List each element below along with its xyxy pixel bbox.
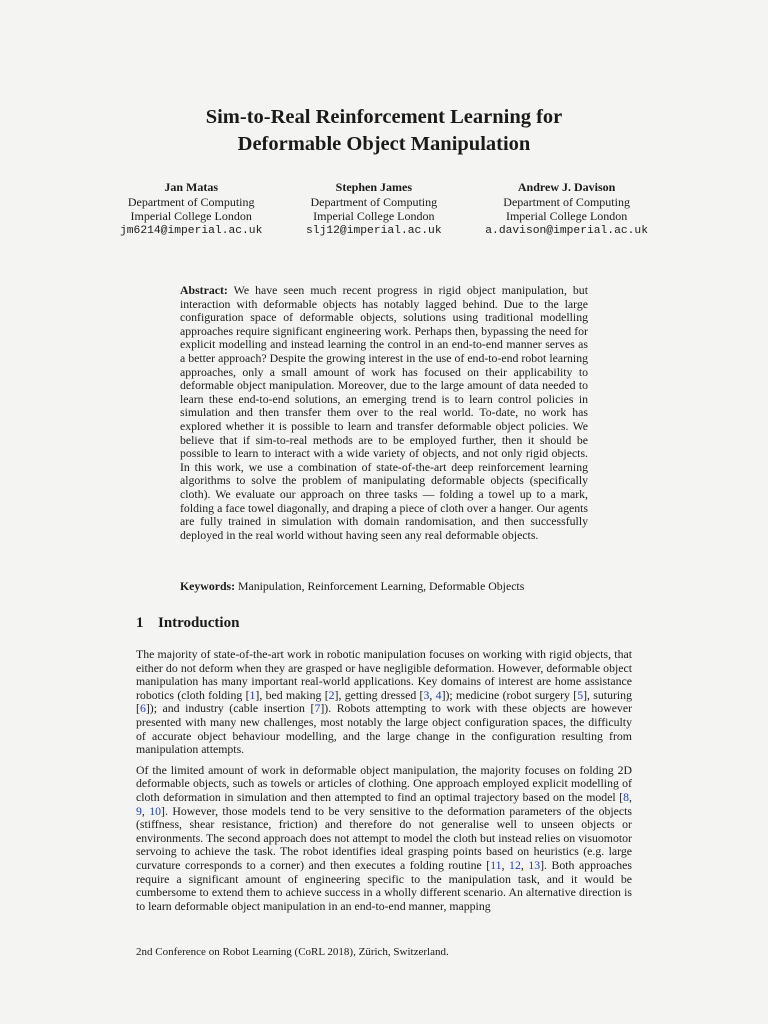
citation-link[interactable]: 8 bbox=[623, 789, 630, 804]
text-run: , bbox=[429, 687, 436, 702]
text-run: , bbox=[501, 857, 510, 872]
author-department: Department of Computing bbox=[503, 194, 630, 209]
citation-link[interactable]: 1 bbox=[249, 687, 256, 702]
intro-body bbox=[136, 648, 632, 920]
citation-link[interactable]: 3 bbox=[423, 687, 430, 702]
text-run: ], getting dressed [ bbox=[334, 687, 424, 702]
text-run: ]); and industry (cable insertion [ bbox=[145, 701, 315, 716]
author-3 bbox=[485, 180, 648, 238]
text-run: The majority of state-of-the-art work in robotic manipulation focuses on working with rigid objects, that either do not deform when they are grasped or have negligible deformation. However, deformable object manipulation has many important real-world applications. Key domains of interest are home assistance robotics (cloth folding [ bbox=[136, 647, 632, 702]
author-name: Stephen James bbox=[335, 180, 412, 194]
author-department: Department of Computing bbox=[127, 194, 255, 209]
section-title: Introduction bbox=[158, 615, 240, 631]
citation-link[interactable]: 13 bbox=[528, 857, 541, 872]
author-institution: Imperial College London bbox=[130, 209, 252, 223]
keywords bbox=[180, 579, 600, 593]
author-block bbox=[120, 180, 648, 238]
author-name: Andrew J. Davison bbox=[517, 180, 616, 194]
intro-paragraph-1 bbox=[136, 648, 632, 757]
author-email: jm6214@imperial.ac.uk bbox=[120, 224, 263, 237]
citation-link[interactable]: 11 bbox=[490, 857, 502, 872]
title-line-2: Deformable Object Manipulation bbox=[237, 133, 531, 155]
text-run: ]. However, those models tend to be very sensitive to the deformation parameters of the objects (stiffness, shear resistance, friction) and therefore do not generalise well to unseen objects or environments. The second approach does not attempt to model the cloth but instead relies on visuomotor servoing to achieve the task. The robot identifies ideal grasping points based on heuristics (e.g. large curvature corresponds to a corner) and then executes a folding routine [ bbox=[136, 803, 632, 872]
citation-link[interactable]: 7 bbox=[314, 701, 321, 716]
section-number: 1 bbox=[136, 615, 144, 631]
citation-link[interactable]: 6 bbox=[139, 701, 146, 716]
section-heading bbox=[136, 614, 239, 632]
text-run: Of the limited amount of work in deformable object manipulation, the majority focuses on folding 2D deformable objects, such as towels or articles of clothing. One approach employed explicit modelling of cloth deformation in simulation and then attempted to find an optimal trajectory based on the model [ bbox=[136, 762, 632, 804]
keywords-label: Keywords: bbox=[180, 579, 236, 593]
citation-link[interactable]: 2 bbox=[328, 687, 335, 702]
citation-link[interactable]: 12 bbox=[509, 857, 521, 872]
abstract-label: Abstract: bbox=[180, 283, 228, 297]
text-run: ]. Both approaches require a significant amount of engineering specific to the manipulation task, and it would be cumbersome to extend them to achieve success in a wholly different scenario. An alternative direction is to learn deformable object manipulation in an end-to-end manner, mapping bbox=[136, 857, 633, 913]
text-run: ]); medicine (robot surgery [ bbox=[441, 687, 578, 702]
title-line-1: Sim-to-Real Reinforcement Learning for bbox=[205, 106, 563, 128]
citation-link[interactable]: 4 bbox=[435, 687, 442, 702]
text-run: , bbox=[520, 857, 529, 872]
author-name: Jan Matas bbox=[164, 180, 219, 194]
author-1 bbox=[120, 180, 262, 238]
citation-link[interactable]: 10 bbox=[149, 803, 162, 818]
author-institution: Imperial College London bbox=[313, 209, 435, 223]
abstract bbox=[180, 284, 588, 542]
text-run: ]). Robots attempting to work with these objects are however presented with many new challenges, most notably the large object configuration spaces, the difficulty of accurate object behaviour modelling, and the large change in the configuration resulting from manipulation attempts. bbox=[136, 701, 632, 757]
author-2 bbox=[306, 180, 442, 238]
author-institution: Imperial College London bbox=[505, 209, 628, 223]
conference-footer: 2nd Conference on Robot Learning (CoRL 2018), Zürich, Switzerland. bbox=[136, 946, 449, 958]
author-department: Department of Computing bbox=[310, 194, 438, 209]
text-run: , bbox=[629, 789, 632, 804]
text-run: ], suturing [ bbox=[136, 687, 632, 716]
paper-title bbox=[84, 104, 684, 158]
keywords-text: Manipulation, Reinforcement Learning, Deformable Objects bbox=[238, 579, 525, 593]
citation-link[interactable]: 9 bbox=[136, 803, 142, 818]
citation-link[interactable]: 5 bbox=[577, 687, 584, 702]
abstract-text: We have seen much recent progress in rigid object manipulation, but interaction with deformable objects has notably lagged behind. Due to the large configuration space of deformable objects, solutions using traditional modelling approaches require significant engineering work. Perhaps then, bypassing the need for explicit modelling and instead learning the control in an end-to-end manner serves as a better approach? Despite the growing interest in the use of end-to-end robot learning approaches, only a small amount of work has focused on their applicability to deformable object manipulation. Moreover, due to the large amount of data needed to learn these end-to-end solutions, an emerging trend is to learn control policies in simulation and then transfer them over to the real world. To-date, no work has explored whether it is possible to learn and transfer deformable object policies. We believe that if sim-to-real methods are to be employed further, then it should be possible to learn to interact with a wide variety of objects, and not only rigid objects. In this work, we use a combination of state-of-the-art deep reinforcement learning algorithms to solve the problem of manipulating deformable objects (specifically cloth). We evaluate our approach on three tasks — folding a towel up to a mark, folding a face towel diagonally, and draping a piece of cloth over a hanger. Our agents are fully trained in simulation with domain randomisation, and then successfully deployed in the real world without having seen any real deformable objects. bbox=[180, 283, 588, 542]
text-run: ], bed making [ bbox=[255, 687, 329, 702]
text-run: , bbox=[141, 803, 150, 818]
author-email: a.davison@imperial.ac.uk bbox=[485, 224, 648, 237]
intro-paragraph-2 bbox=[136, 764, 632, 914]
author-email: slj12@imperial.ac.uk bbox=[306, 224, 442, 237]
